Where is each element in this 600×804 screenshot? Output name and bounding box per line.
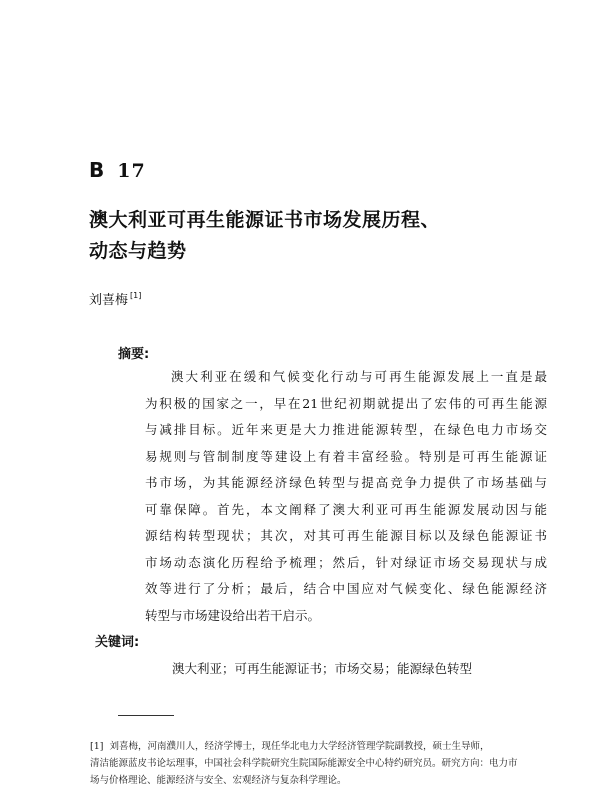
abstract-line: 市场动态演化历程给予梳理；然后，针对绿证市场交易现状与成 — [145, 554, 547, 570]
abstract-body — [145, 364, 547, 629]
footnote-line: 清洁能源蓝皮书论坛理事，中国社会科学院研究生院国际能源安全中心特约研究员。研究方向：电力市 — [90, 758, 518, 769]
abstract-label: 摘要: — [118, 347, 150, 362]
keywords-text: 澳大利亚；可再生能源证书；市场交易；能源绿色转型 — [172, 661, 473, 676]
title-line-1: 澳大利亚可再生能源证书市场发展历程、 — [89, 209, 441, 231]
author-line — [89, 289, 141, 308]
footnote-text: 刘喜梅，河南濮川人，经济学博士，现任华北电力大学经济管理学院副教授，硕士生导师， — [109, 741, 490, 752]
footnote-mark: [1] — [90, 741, 104, 752]
abstract-line: 易规则与管制制度等建设上有着丰富经验。特别是可再生能源证 — [145, 448, 547, 464]
chapter-heading — [89, 158, 146, 182]
abstract-line: 与减排目标。近年来更是大力推进能源转型，在绿色电力市场交 — [145, 422, 547, 437]
abstract-line: 澳大利亚在缓和气候变化行动与可再生能源发展上一直是最 — [171, 369, 547, 384]
footnote-line — [90, 738, 552, 755]
footnote-divider — [118, 715, 174, 716]
author-name: 刘喜梅 — [89, 293, 129, 308]
abstract-line: 为积极的国家之一，早在21世纪初期就提出了宏伟的可再生能源 — [145, 395, 547, 411]
abstract-line: 转型与市场建设给出若干启示。 — [145, 607, 321, 623]
footnote — [90, 738, 552, 789]
chapter-number: 17 — [117, 160, 146, 182]
abstract-line: 书市场，为其能源经济绿色转型与提高竞争力提供了市场基础与 — [145, 475, 547, 490]
footnote-line: 场与价格理论、能源经济与安全、宏观经济与复杂科学理论。 — [90, 775, 347, 786]
title-line-2: 动态与趋势 — [89, 240, 187, 262]
abstract-line: 效等进行了分析；最后，结合中国应对气候变化、绿色能源经济 — [145, 581, 547, 596]
chapter-mark: B — [89, 158, 106, 182]
keywords-label: 关键词: — [95, 635, 140, 650]
abstract-line: 源结构转型现状；其次，对其可再生能源目标以及绿色能源证书 — [145, 528, 547, 543]
author-footnote-ref[interactable]: [1] — [130, 291, 142, 300]
article-title — [89, 205, 549, 267]
abstract-line: 可靠保障。首先，本文阐释了澳大利亚可再生能源发展动因与能 — [145, 501, 547, 517]
